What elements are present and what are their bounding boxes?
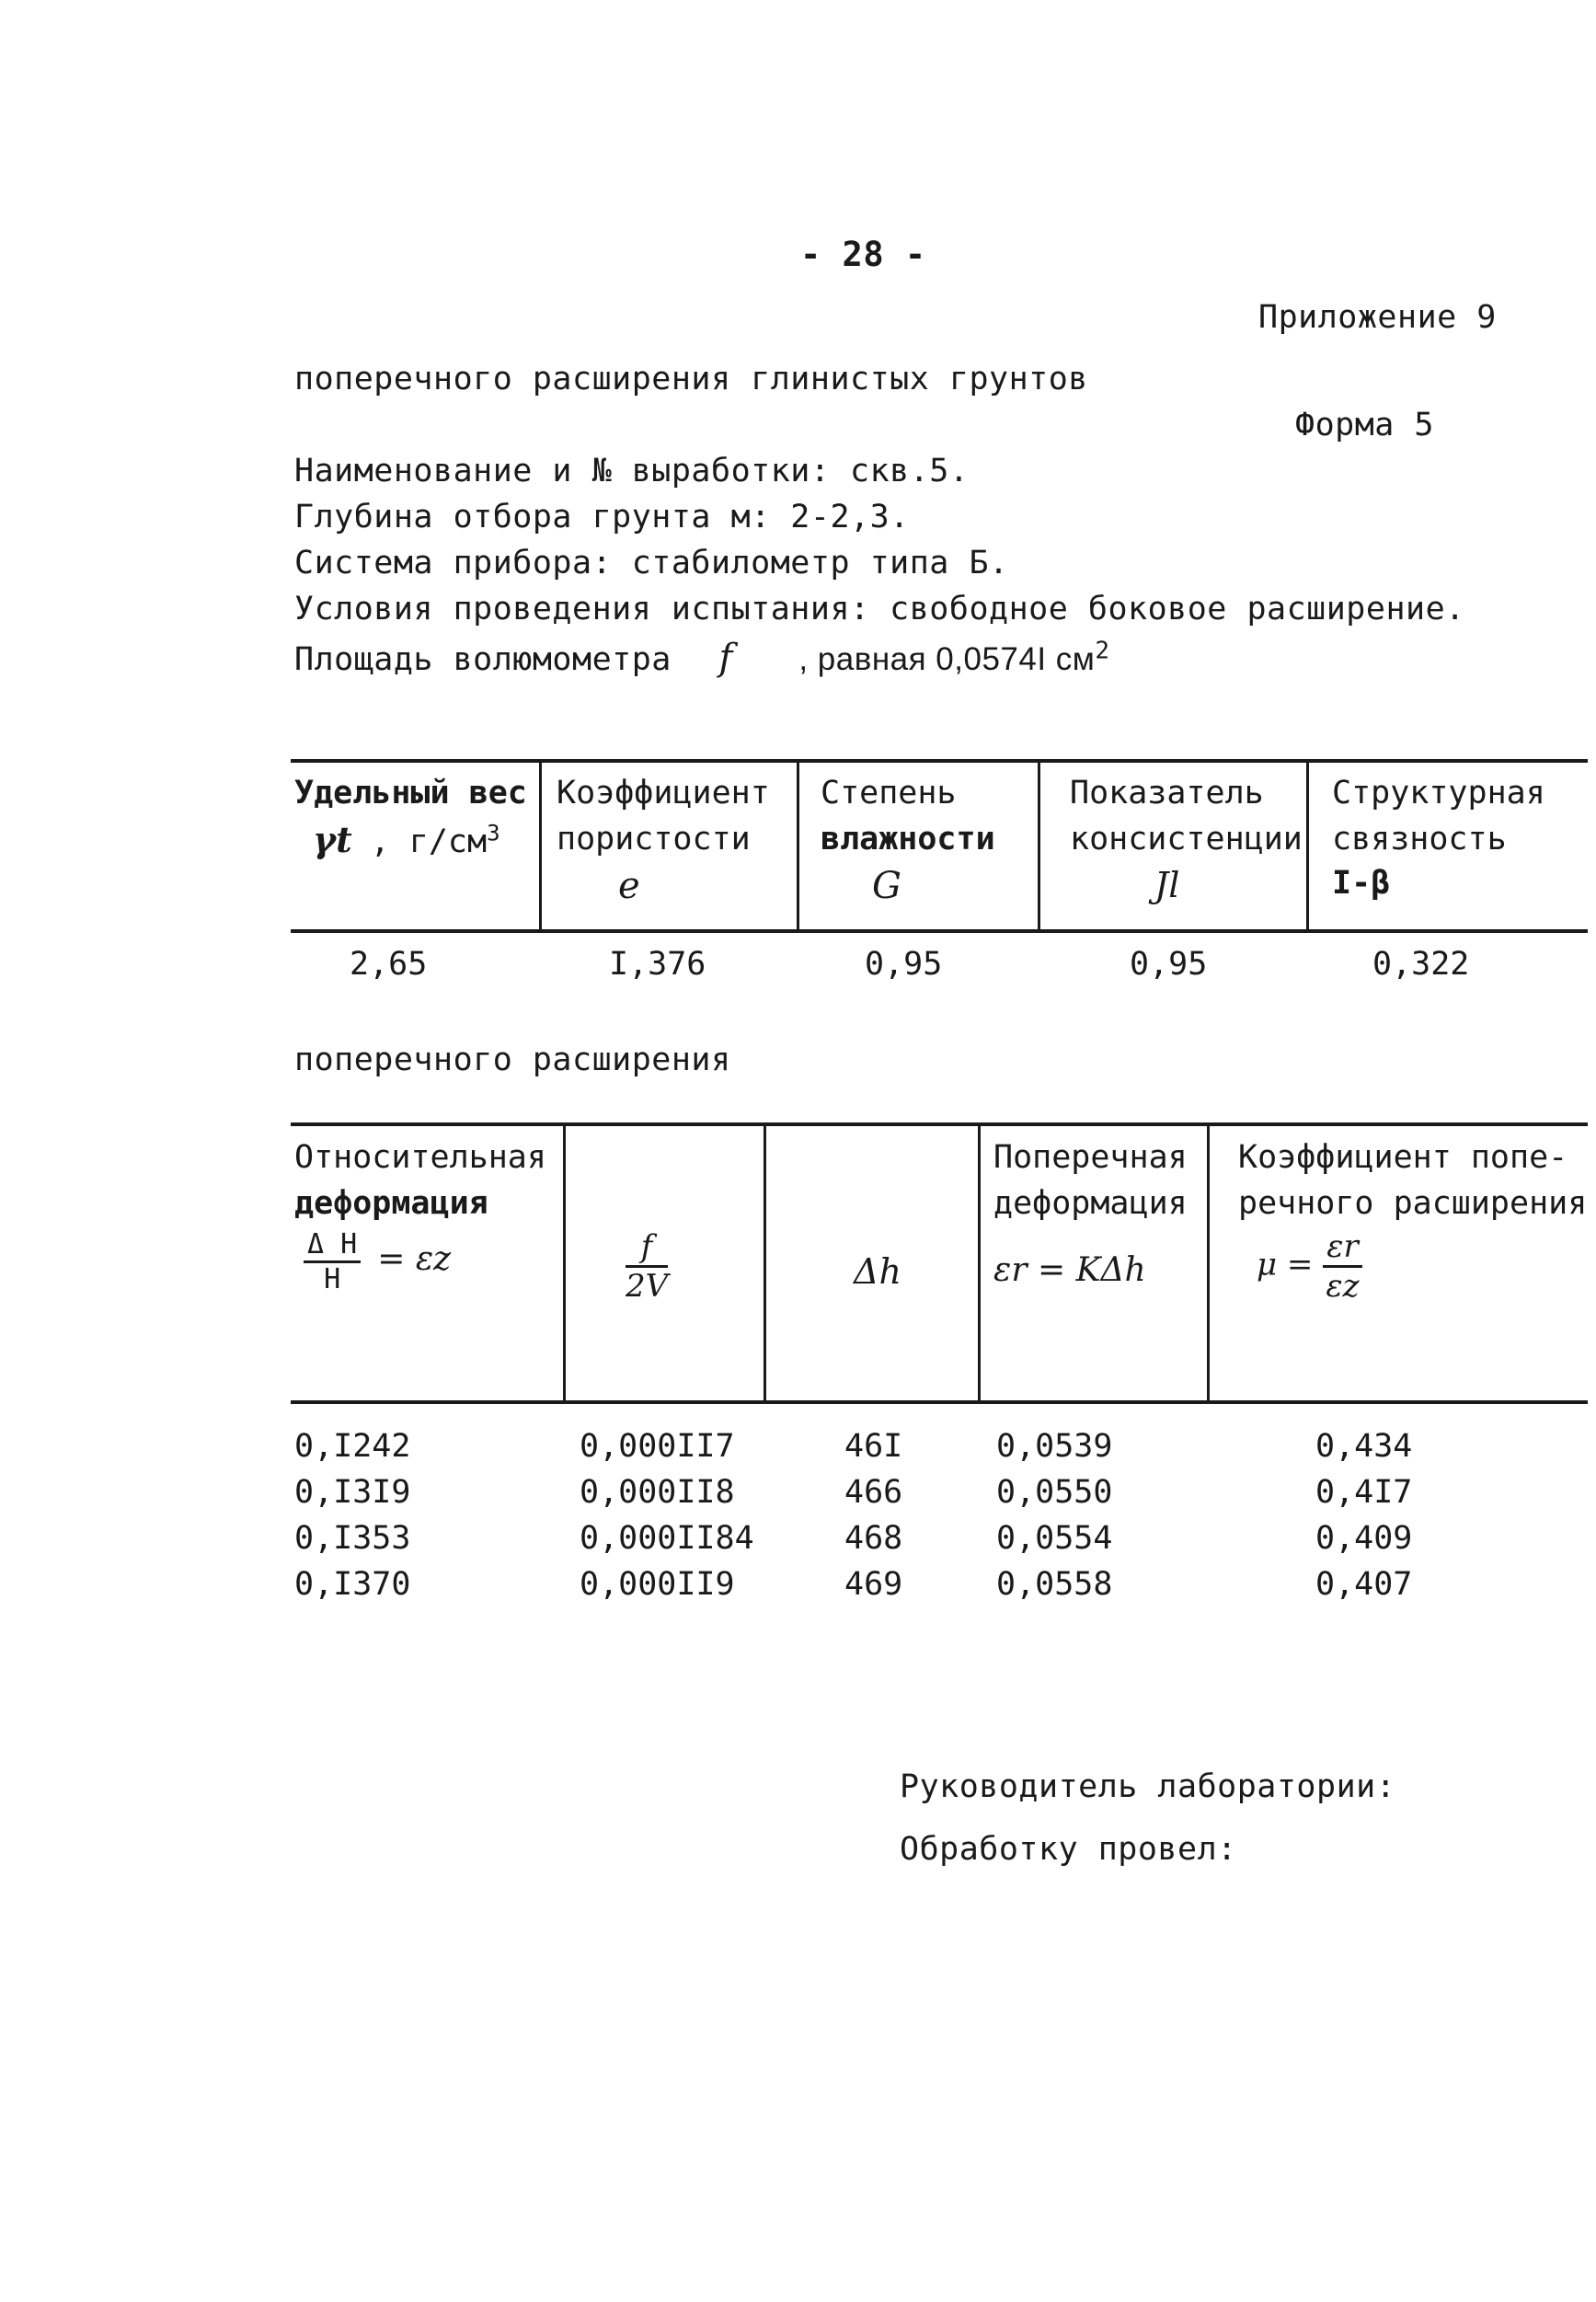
table1-divider: [1306, 761, 1309, 929]
t2-col-coef-formula: [1257, 1228, 1362, 1305]
rel-def-fraction: [304, 1228, 361, 1295]
table2-divider: [1207, 1124, 1210, 1400]
t2-cell-trans-def: 0,0550: [996, 1474, 1113, 1511]
section2-title: поперечного расширения: [294, 1042, 731, 1078]
t1-col-consistency-sym: Jl: [1154, 865, 1180, 905]
t2-cell-coef: 0,407: [1315, 1566, 1413, 1603]
t1-value-consistency: 0,95: [1130, 946, 1208, 983]
t2-cell-trans-def: 0,0539: [996, 1428, 1113, 1465]
t2-cell-rel-def: 0,I370: [294, 1566, 411, 1603]
info-line-excavation: Наименование и № выработки: скв.5.: [294, 453, 970, 489]
t2-cell-coef: 0,4I7: [1315, 1474, 1413, 1511]
t2-col-f-over-2v: [626, 1228, 668, 1305]
area-value: , равная 0,0574I см: [798, 641, 1096, 677]
form-label: Форма 5: [1295, 407, 1435, 443]
table1-divider: [797, 761, 799, 929]
t1-value-porosity: I,376: [609, 946, 706, 983]
t1-col-structural-line1: Структурная: [1332, 775, 1545, 811]
t2-col-rel-def-line2: деформация: [294, 1185, 488, 1222]
processed-by-signature-label: Обработку провел:: [900, 1831, 1237, 1868]
table1-divider: [539, 761, 542, 929]
area-symbol: f: [718, 637, 733, 679]
unit-sup: 3: [487, 820, 500, 846]
t2-col-rel-def-formula: [304, 1228, 451, 1295]
table1-top-border: [291, 759, 1588, 763]
t2-cell-rel-def: 0,I353: [294, 1520, 411, 1557]
t2-cell-f-2v: 0,000II7: [580, 1428, 735, 1465]
table2-divider: [978, 1124, 981, 1400]
table2-divider: [563, 1124, 566, 1400]
t2-cell-delta-h: 468: [844, 1520, 903, 1557]
t1-col-unit-weight-title: Удельный вес: [294, 775, 527, 811]
t2-cell-trans-def: 0,0558: [996, 1566, 1113, 1603]
area-unit-sup: 2: [1095, 637, 1110, 665]
gamma-symbol: γt: [313, 819, 352, 860]
t2-col-trans-def-line1: Поперечная: [993, 1139, 1188, 1176]
table1-header-bottom-border: [291, 929, 1588, 933]
t1-col-unit-weight-sym: [313, 819, 500, 860]
t1-value-moisture: 0,95: [865, 946, 943, 983]
t1-col-consistency-line1: Показатель: [1070, 775, 1264, 811]
t1-col-structural-sym: I-β: [1332, 865, 1391, 902]
table2-header-bottom-border: [291, 1400, 1588, 1404]
t1-value-structural: 0,322: [1372, 946, 1470, 983]
mu-denominator: εz: [1326, 1268, 1360, 1305]
t2-col-delta-h: Δh: [854, 1251, 901, 1292]
table1-divider: [1038, 761, 1040, 929]
t1-col-moisture-sym: G: [872, 865, 901, 907]
t1-col-porosity-line2: пористости: [557, 821, 751, 857]
page-number: - 28 -: [800, 235, 926, 274]
info-line-depth: Глубина отбора грунта м: 2-2,3.: [294, 499, 910, 535]
t1-col-consistency-line2: консистенции: [1070, 821, 1303, 857]
t1-col-structural-line2: связность: [1332, 821, 1507, 857]
t2-cell-coef: 0,434: [1315, 1428, 1413, 1465]
lab-head-signature-label: Руководитель лаборатории:: [900, 1768, 1396, 1805]
appendix-label: Приложение 9: [1258, 299, 1497, 336]
unit-text: , г/см: [370, 823, 488, 860]
f-2v-denominator: 2V: [626, 1268, 669, 1305]
t2-cell-delta-h: 46I: [844, 1428, 903, 1465]
t1-value-unit-weight: 2,65: [350, 946, 428, 983]
f-2v-fraction: [626, 1228, 668, 1305]
info-line-device: Система прибора: стабилометр типа Б.: [294, 545, 1009, 581]
t2-cell-delta-h: 466: [844, 1474, 903, 1511]
area-label: Площадь волюмометра: [294, 641, 672, 678]
mu-fraction: [1323, 1228, 1362, 1305]
t2-cell-f-2v: 0,000II9: [580, 1566, 735, 1603]
table2-top-border: [291, 1122, 1588, 1126]
rel-def-denominator: H: [324, 1263, 341, 1295]
t2-cell-rel-def: 0,I3I9: [294, 1474, 411, 1511]
t1-col-moisture-line2: влажности: [821, 821, 995, 857]
t1-col-moisture-line1: Степень: [821, 775, 957, 811]
t2-col-rel-def-line1: Относительная: [294, 1139, 546, 1176]
t2-cell-rel-def: 0,I242: [294, 1428, 411, 1465]
t1-col-porosity-sym: e: [618, 865, 640, 907]
t2-cell-f-2v: 0,000II84: [580, 1520, 754, 1557]
rel-def-rhs: = εz: [377, 1240, 452, 1278]
t2-cell-f-2v: 0,000II8: [580, 1474, 735, 1511]
t2-cell-coef: 0,409: [1315, 1520, 1413, 1557]
t2-col-trans-def-formula: εr = KΔh: [993, 1251, 1146, 1289]
t2-cell-trans-def: 0,0554: [996, 1520, 1113, 1557]
t2-col-coef-line1: Коэффициент попе-: [1238, 1139, 1568, 1176]
title-fragment: поперечного расширения глинистых грунтов: [294, 361, 1088, 397]
t2-cell-delta-h: 469: [844, 1566, 903, 1603]
t2-col-trans-def-line2: деформация: [993, 1185, 1188, 1222]
rel-def-numerator: Δ H: [304, 1228, 361, 1263]
t1-col-porosity-line1: Коэффициент: [557, 775, 770, 811]
table2-divider: [764, 1124, 766, 1400]
info-line-conditions: Условия проведения испытания: свободное боковое расширение.: [294, 591, 1465, 627]
info-line-area: [294, 637, 1110, 679]
mu-lhs: μ =: [1257, 1246, 1314, 1283]
f-2v-numerator: f: [626, 1228, 668, 1268]
mu-numerator: εr: [1323, 1228, 1362, 1268]
t2-col-coef-line2: речного расширения: [1238, 1185, 1588, 1222]
